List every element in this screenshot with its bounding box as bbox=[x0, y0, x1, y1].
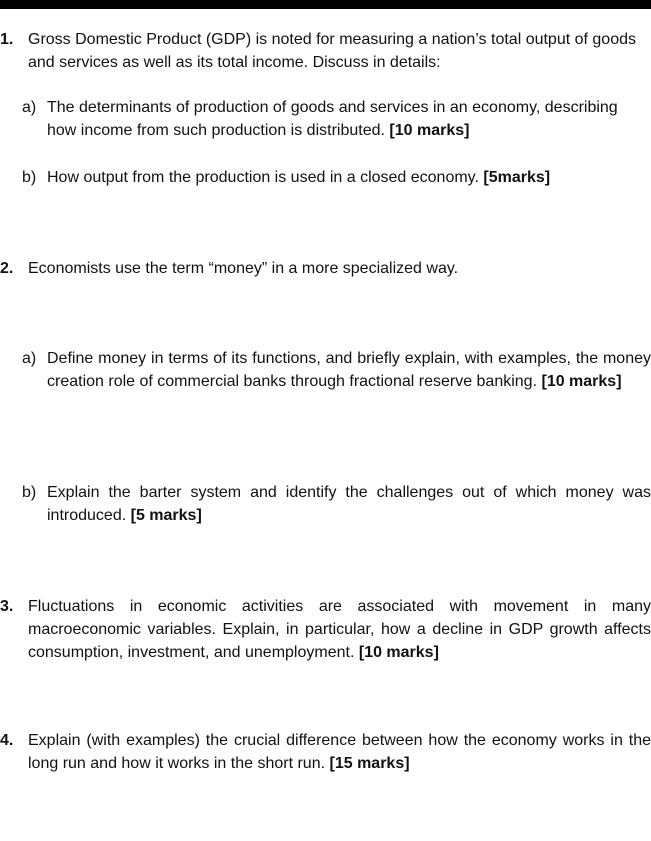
part-label: b) bbox=[22, 169, 37, 186]
part-label: b) bbox=[22, 484, 37, 501]
question-text: Fluctuations in economic activities are associated with movement in many macroeconomic variables. Explain, in particular, how a decline in GDP growth affects consumption, investment, and unemployment. [10 marks] bbox=[28, 598, 651, 661]
question-number: 4. bbox=[0, 732, 14, 749]
part-label: a) bbox=[22, 99, 37, 116]
part-text: The determinants of production of goods and services in an economy, describing how income from such production is distributed. [10 marks] bbox=[47, 99, 618, 139]
marks-label: [10 marks] bbox=[358, 644, 439, 661]
question-text: Explain (with examples) the crucial difference between how the economy works in the long run and how it works in the short run. [15 marks] bbox=[28, 732, 651, 772]
part-text: Explain the barter system and identify the challenges out of which money was introduced. [5 marks] bbox=[47, 484, 651, 524]
question-text: Gross Domestic Product (GDP) is noted for measuring a nation’s total output of goods and services as well as its total income. Discuss in details: bbox=[28, 31, 636, 71]
marks-label: [5marks] bbox=[483, 169, 551, 186]
marks-label: [10 marks] bbox=[389, 122, 470, 139]
part-label: a) bbox=[22, 350, 37, 367]
marks-label: [10 marks] bbox=[541, 373, 622, 390]
part-text: How output from the production is used in a closed economy. [5marks] bbox=[47, 169, 551, 186]
question-number: 1. bbox=[0, 31, 14, 48]
part-text: Define money in terms of its functions, and briefly explain, with examples, the money creation role of commercial banks through fractional reserve banking. [10 marks] bbox=[47, 350, 651, 390]
question-text: Economists use the term “money” in a more specialized way. bbox=[28, 260, 459, 277]
marks-label: [5 marks] bbox=[130, 507, 202, 524]
marks-label: [15 marks] bbox=[329, 755, 410, 772]
question-number: 3. bbox=[0, 598, 14, 615]
question-number: 2. bbox=[0, 260, 14, 277]
top-black-bar bbox=[0, 0, 651, 9]
